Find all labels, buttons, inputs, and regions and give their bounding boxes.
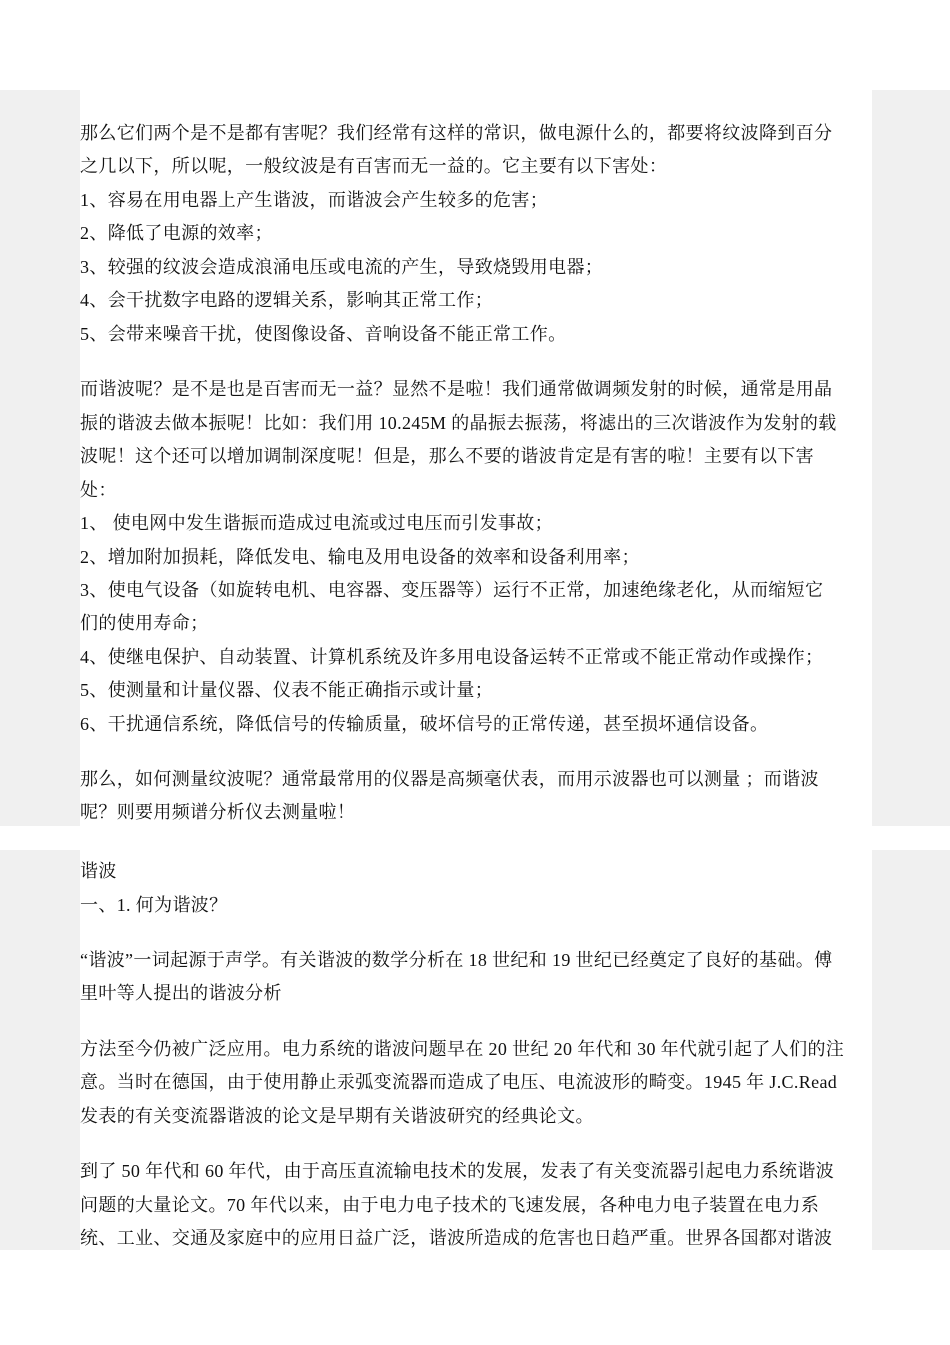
- harmonic-intro-line: 振的谐波去做本振呢！比如：我们用 10.245M 的晶振去振荡，将滤出的三次谐波作为发射的载: [80, 413, 837, 433]
- list-item: 5、会带来噪音干扰，使图像设备、音响设备不能正常工作。: [80, 324, 567, 344]
- harmonic-intro-line: 波呢！这个还可以增加调制深度呢！但是，那么不要的谐波肯定是有害的啦！主要有以下害: [80, 446, 814, 466]
- harmonic-intro-line: 而谐波呢？是不是也是百害而无一益？显然不是啦！我们通常做调频发射的时候，通常是用晶: [80, 379, 833, 399]
- paragraph-line: “谐波”一词起源于声学。有关谐波的数学分析在 18 世纪和 19 世纪已经奠定了良好的基础。傅: [80, 950, 833, 970]
- paragraph-line: 方法至今仍被广泛应用。电力系统的谐波问题早在 20 世纪 20 年代和 30 年代就引起了人们的注: [80, 1039, 845, 1059]
- list-item: 6、干扰通信系统，降低信号的传输质量，破坏信号的正常传递，甚至损坏通信设备。: [80, 714, 769, 734]
- intro-line: 那么它们两个是不是都有害呢？我们经常有这样的常识，做电源什么的，都要将纹波降到百分: [80, 123, 833, 143]
- list-item: 3、较强的纹波会造成浪涌电压或电流的产生，导致烧毁用电器；: [80, 257, 604, 277]
- list-item: 2、增加附加损耗，降低发电、输电及用电设备的效率和设备利用率；: [80, 547, 640, 567]
- paragraph-line: 到了 50 年代和 60 年代，由于高压直流输电技术的发展，发表了有关变流器引起电力系统谐波: [80, 1161, 835, 1181]
- paragraph-line: 意。当时在德国，由于使用静止汞弧变流器而造成了电压、电流波形的畸变。1945 年 J.C.Read: [80, 1072, 838, 1092]
- harmonic-intro-line: 处：: [80, 480, 117, 500]
- list-item: 2、降低了电源的效率；: [80, 223, 273, 243]
- measurement-line: 呢？则要用频谱分析仪去测量啦！: [80, 802, 356, 822]
- measurement-line: 那么，如何测量纹波呢？通常最常用的仪器是高频毫伏表，而用示波器也可以测量 ；而谐波: [80, 769, 819, 789]
- list-item: 3、使电气设备（如旋转电机、电容器、变压器等）运行不正常，加速绝缘老化，从而缩短它: [80, 580, 824, 600]
- list-item: 1、容易在用电器上产生谐波，而谐波会产生较多的危害；: [80, 190, 549, 210]
- paragraph-line: 统、工业、交通及家庭中的应用日益广泛，谐波所造成的危害也日趋严重。世界各国都对谐波: [80, 1228, 833, 1248]
- paragraph-line: 发表的有关变流器谐波的论文是早期有关谐波研究的经典论文。: [80, 1106, 594, 1126]
- list-item: 4、会干扰数字电路的逻辑关系，影响其正常工作；: [80, 290, 494, 310]
- list-item: 5、使测量和计量仪器、仪表不能正确指示或计量；: [80, 680, 494, 700]
- section-subtitle: 一、1. 何为谐波？: [80, 895, 228, 915]
- paragraph-line: 里叶等人提出的谐波分析: [80, 983, 282, 1003]
- list-item: 1、 使电网中发生谐振而造成过电流或过电压而引发事故；: [80, 513, 553, 533]
- paragraph-line: 问题的大量论文。70 年代以来，由于电力电子技术的飞速发展，各种电力电子装置在电力系: [80, 1195, 820, 1215]
- list-item: 4、使继电保护、自动装置、计算机系统及许多用电设备运转不正常或不能正常动作或操作；: [80, 647, 824, 667]
- section-title: 谐波: [80, 861, 117, 881]
- list-item: 们的使用寿命；: [80, 613, 209, 633]
- intro-line: 之几以下，所以呢，一般纹波是有百害而无一益的。它主要有以下害处：: [80, 156, 668, 176]
